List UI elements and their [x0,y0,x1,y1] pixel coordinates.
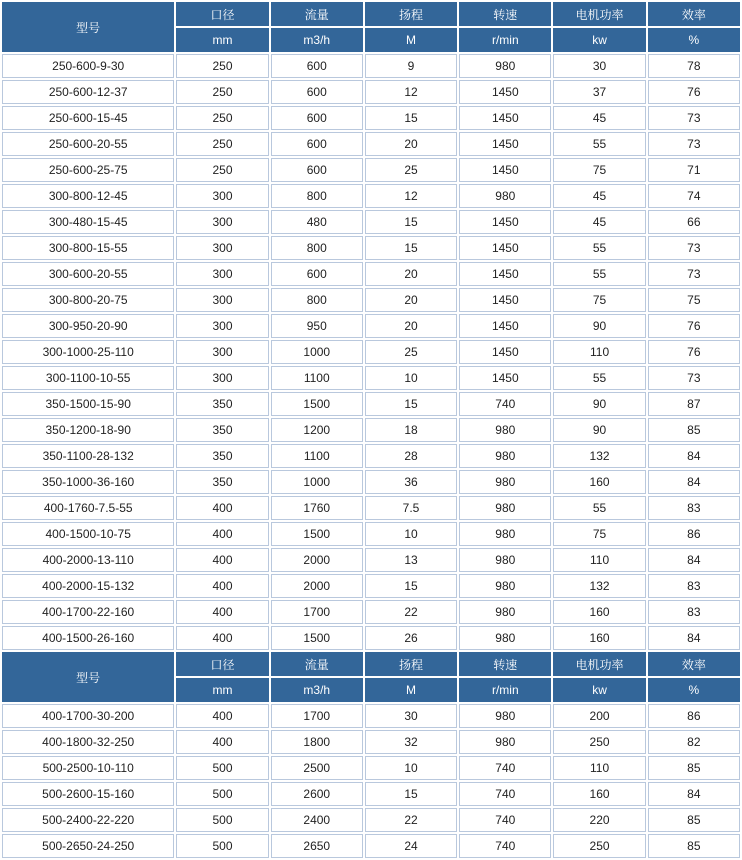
table-row [2,366,740,390]
value-cell: 740 [459,808,551,832]
table-row [2,834,740,858]
value-cell: 250 [553,834,645,858]
column-header-name: 流量 [271,652,363,676]
model-cell: 350-1000-36-160 [2,470,174,494]
value-cell: 132 [553,574,645,598]
value-cell: 36 [365,470,457,494]
value-cell: 73 [648,236,740,260]
model-cell: 250-600-15-45 [2,106,174,130]
value-cell: 600 [271,80,363,104]
value-cell: 84 [648,626,740,650]
value-cell: 980 [459,600,551,624]
value-cell: 7.5 [365,496,457,520]
value-cell: 300 [176,288,268,312]
value-cell: 2600 [271,782,363,806]
model-cell: 300-800-15-55 [2,236,174,260]
table-row [2,314,740,338]
value-cell: 71 [648,158,740,182]
table-row [2,730,740,754]
value-cell: 980 [459,704,551,728]
value-cell: 45 [553,184,645,208]
table-row [2,236,740,260]
model-cell: 300-1000-25-110 [2,340,174,364]
value-cell: 86 [648,522,740,546]
value-cell: 1450 [459,210,551,234]
value-cell: 78 [648,54,740,78]
value-cell: 250 [176,132,268,156]
table-row [2,80,740,104]
value-cell: 55 [553,132,645,156]
column-header-unit: kw [553,28,645,52]
model-cell: 350-1500-15-90 [2,392,174,416]
value-cell: 300 [176,262,268,286]
value-cell: 12 [365,184,457,208]
value-cell: 83 [648,496,740,520]
value-cell: 160 [553,626,645,650]
value-cell: 500 [176,756,268,780]
column-header-unit: mm [176,678,268,702]
value-cell: 500 [176,834,268,858]
value-cell: 32 [365,730,457,754]
value-cell: 45 [553,106,645,130]
value-cell: 22 [365,600,457,624]
value-cell: 84 [648,782,740,806]
model-cell: 400-2000-15-132 [2,574,174,598]
value-cell: 980 [459,444,551,468]
value-cell: 600 [271,158,363,182]
value-cell: 980 [459,470,551,494]
value-cell: 1450 [459,236,551,260]
value-cell: 110 [553,756,645,780]
table-row [2,522,740,546]
value-cell: 740 [459,834,551,858]
value-cell: 980 [459,730,551,754]
value-cell: 400 [176,548,268,572]
value-cell: 15 [365,574,457,598]
value-cell: 980 [459,54,551,78]
table-row [2,106,740,130]
value-cell: 73 [648,132,740,156]
table-row [2,418,740,442]
column-header-name: 流量 [271,2,363,26]
value-cell: 75 [553,522,645,546]
value-cell: 1450 [459,106,551,130]
value-cell: 1800 [271,730,363,754]
value-cell: 300 [176,184,268,208]
value-cell: 350 [176,444,268,468]
value-cell: 950 [271,314,363,338]
value-cell: 90 [553,418,645,442]
model-cell: 500-2500-10-110 [2,756,174,780]
value-cell: 220 [553,808,645,832]
value-cell: 20 [365,262,457,286]
value-cell: 22 [365,808,457,832]
model-column-header: 型号 [2,2,174,52]
value-cell: 740 [459,392,551,416]
column-header-name: 效率 [648,652,740,676]
column-header-unit: m3/h [271,678,363,702]
value-cell: 83 [648,600,740,624]
value-cell: 1450 [459,314,551,338]
value-cell: 1450 [459,262,551,286]
table-row [2,548,740,572]
column-header-unit: M [365,28,457,52]
value-cell: 20 [365,132,457,156]
table-row [2,132,740,156]
value-cell: 350 [176,418,268,442]
value-cell: 500 [176,782,268,806]
value-cell: 73 [648,262,740,286]
value-cell: 250 [176,158,268,182]
table-row [2,600,740,624]
table-row [2,340,740,364]
value-cell: 400 [176,600,268,624]
value-cell: 28 [365,444,457,468]
column-header-unit: M [365,678,457,702]
value-cell: 26 [365,626,457,650]
value-cell: 86 [648,704,740,728]
value-cell: 1500 [271,392,363,416]
table-row [2,704,740,728]
value-cell: 400 [176,496,268,520]
model-cell: 350-1100-28-132 [2,444,174,468]
table-row [2,392,740,416]
value-cell: 76 [648,80,740,104]
value-cell: 37 [553,80,645,104]
value-cell: 20 [365,314,457,338]
value-cell: 73 [648,366,740,390]
value-cell: 400 [176,730,268,754]
value-cell: 600 [271,132,363,156]
value-cell: 1450 [459,288,551,312]
value-cell: 1450 [459,80,551,104]
table-row [2,288,740,312]
value-cell: 90 [553,392,645,416]
model-cell: 400-1700-30-200 [2,704,174,728]
model-cell: 250-600-25-75 [2,158,174,182]
table-row [2,782,740,806]
value-cell: 300 [176,236,268,260]
value-cell: 15 [365,782,457,806]
value-cell: 15 [365,236,457,260]
value-cell: 1200 [271,418,363,442]
value-cell: 160 [553,600,645,624]
column-header-name: 电机功率 [553,652,645,676]
column-header-unit: kw [553,678,645,702]
model-cell: 400-2000-13-110 [2,548,174,572]
value-cell: 84 [648,548,740,572]
value-cell: 160 [553,782,645,806]
value-cell: 740 [459,782,551,806]
value-cell: 250 [553,730,645,754]
column-header-name: 扬程 [365,652,457,676]
table-row [2,756,740,780]
model-cell: 400-1700-22-160 [2,600,174,624]
value-cell: 800 [271,288,363,312]
model-cell: 300-600-20-55 [2,262,174,286]
value-cell: 1000 [271,470,363,494]
value-cell: 400 [176,626,268,650]
column-header-unit: r/min [459,678,551,702]
value-cell: 55 [553,262,645,286]
table-row [2,470,740,494]
value-cell: 85 [648,756,740,780]
value-cell: 73 [648,106,740,130]
value-cell: 110 [553,548,645,572]
column-header-name: 电机功率 [553,2,645,26]
value-cell: 1700 [271,600,363,624]
model-cell: 300-950-20-90 [2,314,174,338]
value-cell: 600 [271,262,363,286]
value-cell: 10 [365,366,457,390]
value-cell: 1450 [459,366,551,390]
value-cell: 15 [365,392,457,416]
table-row [2,496,740,520]
table-row [2,158,740,182]
value-cell: 1450 [459,132,551,156]
value-cell: 76 [648,314,740,338]
model-cell: 350-1200-18-90 [2,418,174,442]
value-cell: 75 [553,158,645,182]
value-cell: 20 [365,288,457,312]
header-row-names [2,2,740,26]
value-cell: 1450 [459,158,551,182]
value-cell: 1100 [271,366,363,390]
column-header-unit: % [648,28,740,52]
value-cell: 2000 [271,548,363,572]
value-cell: 300 [176,366,268,390]
value-cell: 1700 [271,704,363,728]
column-header-unit: mm [176,28,268,52]
value-cell: 980 [459,522,551,546]
value-cell: 980 [459,184,551,208]
table-row [2,210,740,234]
table-row [2,262,740,286]
table-row [2,808,740,832]
value-cell: 1100 [271,444,363,468]
value-cell: 25 [365,340,457,364]
value-cell: 15 [365,106,457,130]
model-column-header: 型号 [2,652,174,702]
value-cell: 55 [553,496,645,520]
value-cell: 55 [553,236,645,260]
value-cell: 66 [648,210,740,234]
header-row-names [2,652,740,676]
value-cell: 600 [271,106,363,130]
value-cell: 24 [365,834,457,858]
value-cell: 500 [176,808,268,832]
model-cell: 250-600-12-37 [2,80,174,104]
value-cell: 30 [365,704,457,728]
model-cell: 500-2650-24-250 [2,834,174,858]
value-cell: 2650 [271,834,363,858]
value-cell: 300 [176,210,268,234]
model-cell: 300-1100-10-55 [2,366,174,390]
value-cell: 18 [365,418,457,442]
table-body [2,2,740,858]
value-cell: 800 [271,236,363,260]
value-cell: 250 [176,54,268,78]
value-cell: 85 [648,808,740,832]
column-header-name: 口径 [176,652,268,676]
column-header-unit: m3/h [271,28,363,52]
model-cell: 400-1500-26-160 [2,626,174,650]
value-cell: 1450 [459,340,551,364]
column-header-name: 转速 [459,652,551,676]
value-cell: 980 [459,496,551,520]
value-cell: 110 [553,340,645,364]
value-cell: 250 [176,106,268,130]
value-cell: 10 [365,756,457,780]
value-cell: 2500 [271,756,363,780]
value-cell: 75 [648,288,740,312]
column-header-name: 转速 [459,2,551,26]
model-cell: 300-800-20-75 [2,288,174,312]
model-cell: 400-1760-7.5-55 [2,496,174,520]
value-cell: 132 [553,444,645,468]
model-cell: 500-2600-15-160 [2,782,174,806]
column-header-name: 口径 [176,2,268,26]
table-row [2,54,740,78]
value-cell: 75 [553,288,645,312]
table-row [2,574,740,598]
value-cell: 25 [365,158,457,182]
value-cell: 1000 [271,340,363,364]
value-cell: 1500 [271,626,363,650]
value-cell: 480 [271,210,363,234]
value-cell: 13 [365,548,457,572]
column-header-name: 效率 [648,2,740,26]
value-cell: 800 [271,184,363,208]
value-cell: 350 [176,392,268,416]
value-cell: 300 [176,314,268,338]
column-header-unit: r/min [459,28,551,52]
value-cell: 400 [176,522,268,546]
value-cell: 15 [365,210,457,234]
value-cell: 55 [553,366,645,390]
value-cell: 350 [176,470,268,494]
value-cell: 980 [459,418,551,442]
value-cell: 90 [553,314,645,338]
value-cell: 12 [365,80,457,104]
value-cell: 2000 [271,574,363,598]
value-cell: 85 [648,418,740,442]
value-cell: 1760 [271,496,363,520]
value-cell: 82 [648,730,740,754]
value-cell: 9 [365,54,457,78]
value-cell: 83 [648,574,740,598]
value-cell: 74 [648,184,740,208]
model-cell: 400-1800-32-250 [2,730,174,754]
table-row [2,444,740,468]
value-cell: 200 [553,704,645,728]
value-cell: 45 [553,210,645,234]
column-header-unit: % [648,678,740,702]
value-cell: 84 [648,470,740,494]
value-cell: 85 [648,834,740,858]
model-cell: 300-800-12-45 [2,184,174,208]
value-cell: 250 [176,80,268,104]
table-row [2,184,740,208]
value-cell: 300 [176,340,268,364]
model-cell: 400-1500-10-75 [2,522,174,546]
value-cell: 87 [648,392,740,416]
value-cell: 160 [553,470,645,494]
value-cell: 980 [459,548,551,572]
value-cell: 980 [459,574,551,598]
value-cell: 10 [365,522,457,546]
value-cell: 740 [459,756,551,780]
model-cell: 500-2400-22-220 [2,808,174,832]
value-cell: 84 [648,444,740,468]
model-cell: 300-480-15-45 [2,210,174,234]
value-cell: 400 [176,574,268,598]
value-cell: 30 [553,54,645,78]
value-cell: 980 [459,626,551,650]
value-cell: 2400 [271,808,363,832]
value-cell: 600 [271,54,363,78]
model-cell: 250-600-9-30 [2,54,174,78]
column-header-name: 扬程 [365,2,457,26]
model-cell: 250-600-20-55 [2,132,174,156]
value-cell: 76 [648,340,740,364]
value-cell: 400 [176,704,268,728]
table-row [2,626,740,650]
value-cell: 1500 [271,522,363,546]
